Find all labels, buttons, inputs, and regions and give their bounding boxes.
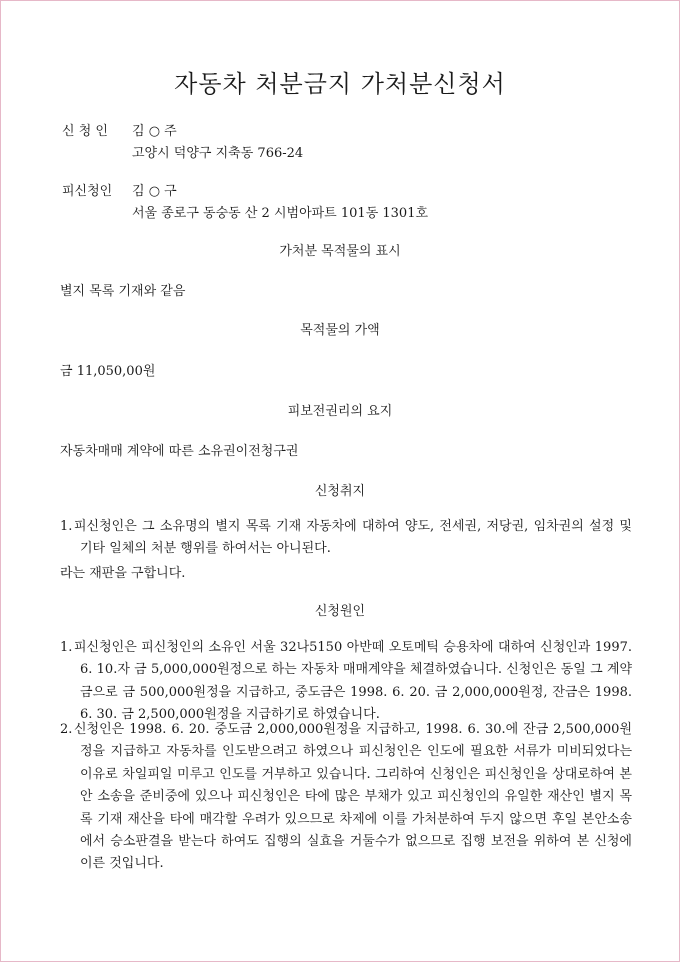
purpose-item xyxy=(60,516,632,561)
document-title: 자동차 처분금지 가처분신청서 xyxy=(174,70,506,98)
reason-item-text: 신청인은 1998. 6. 20. 중도금 2,000,000원정을 지급하고, 1998. 6. 30.에 잔금 2,500,000원정을 지급하고 자동차를 인도받으려고 하였으나 피신청인은 인도에 필요한 서류가 미비되었다는 이유로 차일피일 미루고 인도를 거부하고 있습니다. 그리하여 신청인은 피신청인을 상대로하여 본안 소송을 준비중에 있으나 피신청인은 타에 많은 부채가 있고 피신청인의 유일한 재산인 별지 목록 기재 재산을 타에 매각할 우려가 있으므로 차제에 이를 가처분하여 두지 않으면 후일 본안소송에서 승소판결을 받는다 하여도 집행의 실효을 거둘수가 없으므로 집행 보전을 위하여 본 신청에 이른 것입니다. xyxy=(74,722,632,872)
reason-heading: 신청원인 xyxy=(314,604,366,619)
reason-item-text: 피신청인은 피신청인의 소유인 서울 32나5150 아반떼 오토메틱 승용차에 대하여 신청인과 1997. 6. 10.자 금 5,000,000원정으로 하는 자동차 매매계약을 체결하였습니다. 신청인은 동일 그 계약금으로 금 500,000원정을 지급하고, 중도금은 1998. 6. 20. 금 2,000,000원정, 잔금은 1998. 6. 30. 금 2,500,000원정을 지급하기로 하였습니다. xyxy=(74,640,632,723)
object-heading: 가처분 목적물의 표시 xyxy=(279,244,401,259)
value-heading: 목적물의 가액 xyxy=(300,323,380,338)
respondent-role: 피신청인 xyxy=(62,184,113,199)
purpose-item-text: 피신청인은 그 소유명의 별지 목록 기재 자동차에 대하여 양도, 전세권, 저당권, 임차권의 설정 및 기타 일체의 처분 행위를 하여서는 아니된다. xyxy=(74,519,632,557)
applicant-address: 고양시 덕양구 지축동 766-24 xyxy=(132,146,304,161)
reason-item-number: 1. xyxy=(60,640,73,655)
purpose-heading: 신청취지 xyxy=(314,484,366,499)
value-text: 금 11,050,00원 xyxy=(60,364,156,379)
reason-item-number: 2. xyxy=(60,722,73,737)
applicant-role: 신 청 인 xyxy=(62,124,108,139)
purpose-closing: 라는 재판을 구합니다. xyxy=(60,566,186,581)
object-text: 별지 목록 기재와 같음 xyxy=(60,284,186,299)
respondent-name: 김 ○ 구 xyxy=(132,184,177,199)
reason-item-2 xyxy=(60,719,632,876)
applicant-name: 김 ○ 주 xyxy=(132,124,177,139)
respondent-address: 서울 종로구 동숭동 산 2 시범아파트 101동 1301호 xyxy=(132,206,429,221)
reason-item-1 xyxy=(60,637,632,727)
right-text: 자동차매매 계약에 따른 소유권이전청구권 xyxy=(60,444,299,459)
right-heading: 피보전권리의 요지 xyxy=(287,404,393,419)
purpose-item-number: 1. xyxy=(60,519,73,534)
